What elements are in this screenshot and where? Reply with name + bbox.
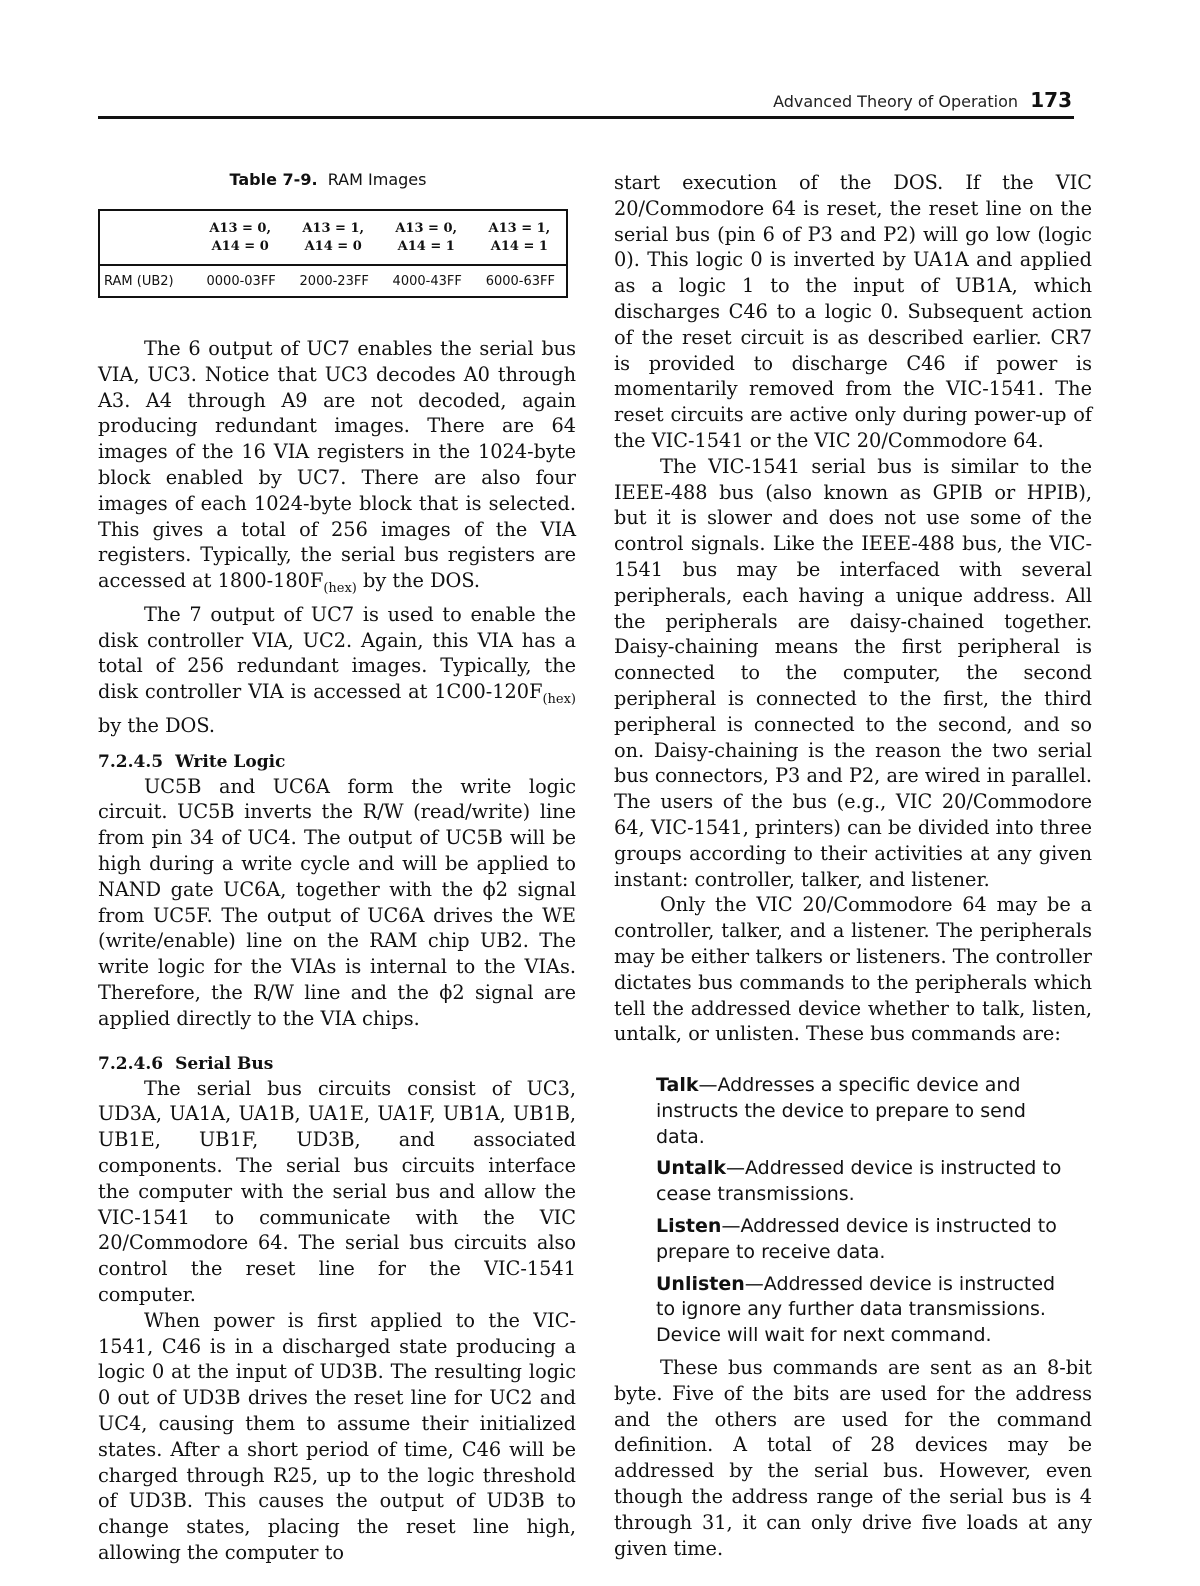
table-cell: 6000-63FF — [485, 274, 555, 289]
table-header-cell: A13 = 0, A14 = 0 — [194, 210, 287, 265]
left-column — [98, 170, 576, 1566]
table-title: RAM Images — [327, 170, 427, 189]
table-header-empty — [99, 210, 194, 265]
table-row-label: RAM (UB2) — [104, 274, 174, 289]
list-item: Listen—Addressed device is instructed to prepare to receive data. — [656, 1215, 1057, 1263]
paragraph-serial-bus-circuits: The serial bus circuits consist of UC3, UD3A, UA1A, UA1B, UA1E, UA1F, UB1A, UB1B, UB1E, UB1F, UD3B, and associated components. The serial bus circuits interface the computer with the serial bus and allow the VIC-1541 to communicate with the VIC 20/Commodore 64. The serial bus circuits also control the reset line for the VIC-1541 computer. — [98, 1076, 576, 1307]
bus-command-list — [656, 1073, 1076, 1349]
table-label: Table 7-9. — [229, 170, 318, 189]
running-header: Advanced Theory of Operation — [773, 92, 1018, 111]
paragraph-reset-continued: start execution of the DOS. If the VIC 20/Commodore 64 is reset, the reset line on the serial bus (pin 6 of P3 and P2) will go low (logic 0). This logic 0 is inverted by UA1A and applied as a logic 1 to the input of UB1A, which discharges C46 to a logic 0. Subsequent action of the reset circuit is as described earlier. CR7 is provided to discharge C46 if power is momentarily removed from the VIC-1541. The reset circuits are active only during power-up of the VIC-1541 or the VIC 20/Commodore 64. — [614, 171, 1092, 452]
paragraph-uc7-serial-via: The 6 output of UC7 enables the serial bus VIA, UC3. Notice that UC3 decodes A0 through A3. A4 through A9 are not decoded, again producing redundant images. There are 64 images of the 16 VIA registers in the 1024-byte block enabled by UC7. There are also four images of each 1024-byte block that is selected. This gives a total of 256 images of the VIA registers. Typically, the serial bus registers are accessed at $1800-180F_{(hex)}$ by the DOS. — [98, 337, 576, 597]
table-cell: 4000-43FF — [392, 274, 462, 289]
right-column — [614, 170, 1092, 1561]
table-header-row — [99, 210, 567, 265]
table-header-cell: A13 = 1, A14 = 1 — [473, 210, 567, 265]
paragraph-controller: Only the VIC 20/Commodore 64 may be a controller, talker, and a listener. The peripherals may be either talkers or listeners. The controller dictates bus commands to the peripherals which tell the addressed device whether to talk, listen, untalk, or unlisten. These bus commands are: — [614, 893, 1092, 1046]
table-header-cell: A13 = 1, A14 = 0 — [287, 210, 380, 265]
section-heading-serial-bus: 7.2.4.6 Serial Bus — [98, 1053, 274, 1074]
page-number: 173 — [1030, 88, 1072, 112]
table-caption — [80, 170, 576, 189]
paragraph-write-logic: UC5B and UC6A form the write logic circuit. UC5B inverts the R/W (read/write) line from pin 34 of UC4. The output of UC5B will be high during a write cycle and will be applied to NAND gate UC6A, together with the ϕ2 signal from UC5F. The output of UC6A drives the WE (write/enable) line on the RAM chip UB2. The write logic for the VIAs is internal to the VIAs. Therefore, the R/W line and the ϕ2 signal are applied directly to the VIA chips. — [98, 774, 576, 1030]
paragraph-uc7-disk-via: The 7 output of UC7 is used to enable the disk controller VIA, UC2. Again, this VIA has a total of 256 redundant images. Typically, the disk controller VIA is accessed at $1C00-120F_{(hex)}$ by the DOS. — [98, 602, 576, 737]
table-cell: 2000-23FF — [299, 274, 369, 289]
paragraph-ieee-488: The VIC-1541 serial bus is similar to the IEEE-488 bus (also known as GPIB or HPIB), but it is slower and does not use some of the control signals. Like the IEEE-488 bus, the VIC-1541 bus may be interfaced with several peripherals, each having a unique address. All the peripherals are daisy-chained together. Daisy-chaining means the first peripheral is connected to the computer, the second peripheral is connected to the first, the third peripheral is connected to the second, and so on. Daisy-chaining is the reason the two serial bus connectors, P3 and P2, are wired in parallel. The users of the bus (e.g., VIC 20/Commodore 64, VIC-1541, printers) can be divided into three groups according to their activities at any given instant: controller, talker, and listener. — [614, 454, 1092, 891]
list-item: Untalk—Addressed device is instructed to cease transmissions. — [656, 1157, 1062, 1206]
header-rule — [98, 116, 1074, 119]
paragraph-power-up: When power is first applied to the VIC-1541, C46 is in a discharged state producing a logic 0 at the input of UD3B. The resulting logic 0 out of UD3B drives the reset line for UC2 and UC4, causing them to assume their initialized states. After a short period of time, C46 will be charged through R25, up to the logic threshold of UD3B. This causes the output of UD3B to change states, placing the reset line high, allowing the computer to — [98, 1308, 576, 1564]
ram-images-table — [98, 209, 568, 298]
paragraph-bus-commands-byte: These bus commands are sent as an 8-bit byte. Five of the bits are used for the address and the others are used for the command definition. A total of 28 devices may be addressed by the serial bus. However, even though the address range of the serial bus is 4 through 31, it can only drive five loads at any given time. — [614, 1356, 1092, 1560]
table-row — [99, 265, 567, 297]
list-item: Unlisten—Addressed device is instructed to ignore any further data transmissions. Device will wait for next command. — [656, 1272, 1056, 1347]
list-item: Talk—Addresses a specific device and instructs the device to prepare to send data. — [656, 1074, 1026, 1148]
section-heading-write-logic: 7.2.4.5 Write Logic — [98, 751, 286, 772]
table-header-cell: A13 = 0, A14 = 1 — [380, 210, 473, 265]
table-cell: 0000-03FF — [206, 274, 276, 289]
